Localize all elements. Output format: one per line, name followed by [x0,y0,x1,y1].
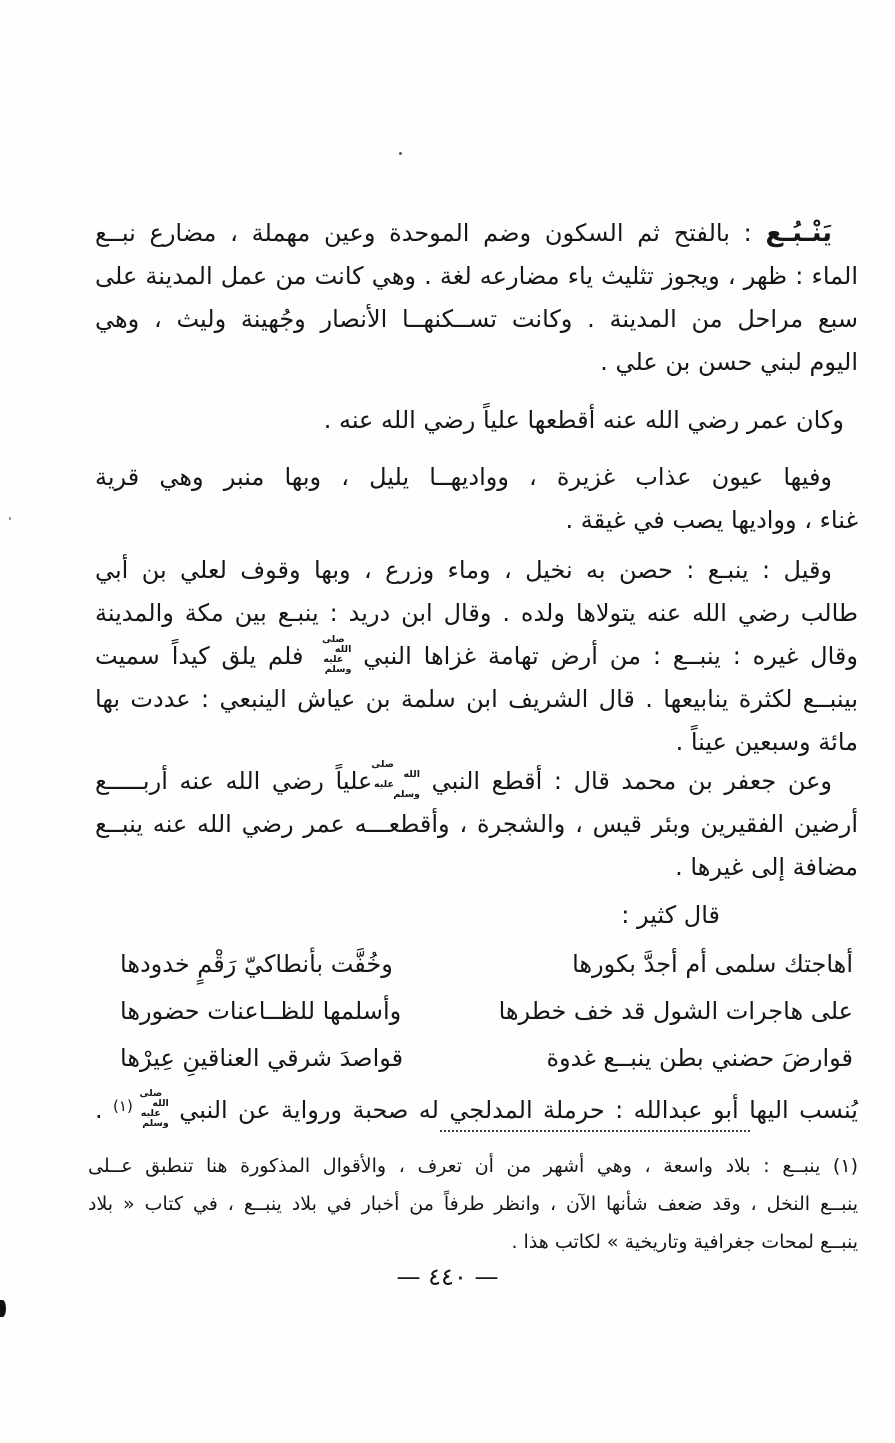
ink-speck [399,152,402,155]
text-line: اليوم لبني حسن بن علي . [600,348,858,376]
page-number: — ٤٤٠ — [396,1263,499,1291]
pbuh-calligraphy-mark: صلى الله عليه وسلم [322,634,352,675]
text-segment: : بالفتح ثم السكون وضم الموحدة وعين مهملة ، مضارع نبــع [95,219,766,247]
hemistich-right: أهاجتك سلمى أم أجدَّ بكورها [572,949,853,978]
footnote [88,1147,858,1261]
entry-paragraph-nisba [95,1085,858,1132]
text-line: مائة وسبعين عيناً . [675,728,858,756]
poem [120,940,853,1081]
poem-attribution: قال كثير : [621,901,720,929]
text-line: أرضين الفقيرين وبئر قيس ، والشجرة ، وأقطعـــه عمر رضي الله عنه ينبــع [95,810,858,838]
entry-paragraph-definition [95,212,858,384]
footnote-line: ينبــع النخل ، وقد ضعف شأنها الآن ، وانظر طرفاً من أخبار في بلاد ينبــع ، في كتاب « بلاد [88,1193,858,1215]
text-line: سبع مراحل من المدينة . وكانت تســكنهــا الأنصار وجُهينة وليث ، وهي [95,305,858,333]
text-line [95,760,858,803]
ink-blot [0,1300,6,1317]
text-line [95,1085,858,1132]
text-segment: وعن جعفر بن محمد قال : أقطع النبي [431,767,833,795]
footnote-line: ينبــع لمحات جغرافية وتاريخية » لكاتب هذا . [511,1231,858,1253]
footnote-reference: (١) [113,1097,133,1115]
text-segment: علياً رضي الله عنه أربـــــع [95,767,373,795]
footnote-separator [440,1130,750,1132]
footnote-line: (١) ينبــع : بلاد واسعة ، وهي أشهر من أن تعرف ، والأقوال المذكورة هنا تنطبق عــلى [88,1155,858,1177]
entry-paragraph-springs [95,456,858,542]
text-line: مضافة إلى غيرها . [675,853,858,881]
verse-row [120,987,853,1034]
ink-speck [9,517,11,520]
hemistich-right: قوارضَ حضني بطن ينبــع غدوة [546,1043,853,1072]
hemistich-left: قواصدَ شرقي العناقينِ عِيرْها [120,1043,404,1072]
verse-row [120,940,853,987]
text-line: وكان عمر رضي الله عنه أقطعها علياً رضي الله عنه . [323,406,844,434]
text-segment: . [95,1096,114,1124]
text-segment: وقال غيره : ينبــع : من أرض تهامة غزاها النبي [363,642,858,670]
text-segment: فلم يلق كيداً سميت [95,642,304,670]
entry-headword: يَنْـبُـع [765,218,832,248]
text-line: الماء : ظهر ، ويجوز تثليث ياء مضارعه لغة . وهي كانت من عمل المدينة على [95,262,858,290]
text-segment: يُنسب اليها أبو عبدالله : حرملة المدلجي له صحبة ورواية عن النبي [179,1096,858,1124]
hemistich-left: وأسلمها للظــاعنات حضورها [120,996,402,1025]
text-line: طالب رضي الله عنه يتولاها ولده . وقال ابن دريد : ينبـع بين مكة والمدينة [95,599,858,627]
text-line [95,212,858,255]
text-line: غناء ، وواديها يصب في غيقة . [565,506,858,534]
text-line: وقيل : ينبـع : حصن به نخيل ، وماء وزرع ، وبها وقوف لعلي بن أبي [95,556,832,584]
hemistich-left: وخُفَّت بأنطاكيّ رَقْمٍ خدودها [120,949,393,978]
text-line [95,635,858,678]
entry-paragraph-umar [95,399,858,442]
entry-paragraph-opinions [95,549,858,764]
text-line: وفيها عيون عذاب غزيرة ، وواديهــا يليل ، وبها منبر وهي قرية [95,463,832,491]
text-line: بينبــع لكثرة ينابيعها . قال الشريف ابن سلمة بن عياش الينبعي : عددت بها [95,685,858,713]
entry-paragraph-jaafar [95,760,858,889]
pbuh-calligraphy-mark: صلى الله عليه وسلم [371,759,420,800]
hemistich-right: على هاجرات الشول قد خف خطرها [498,996,853,1025]
pbuh-calligraphy-mark: صلى الله عليه وسلم [139,1088,169,1129]
verse-row [120,1034,853,1081]
